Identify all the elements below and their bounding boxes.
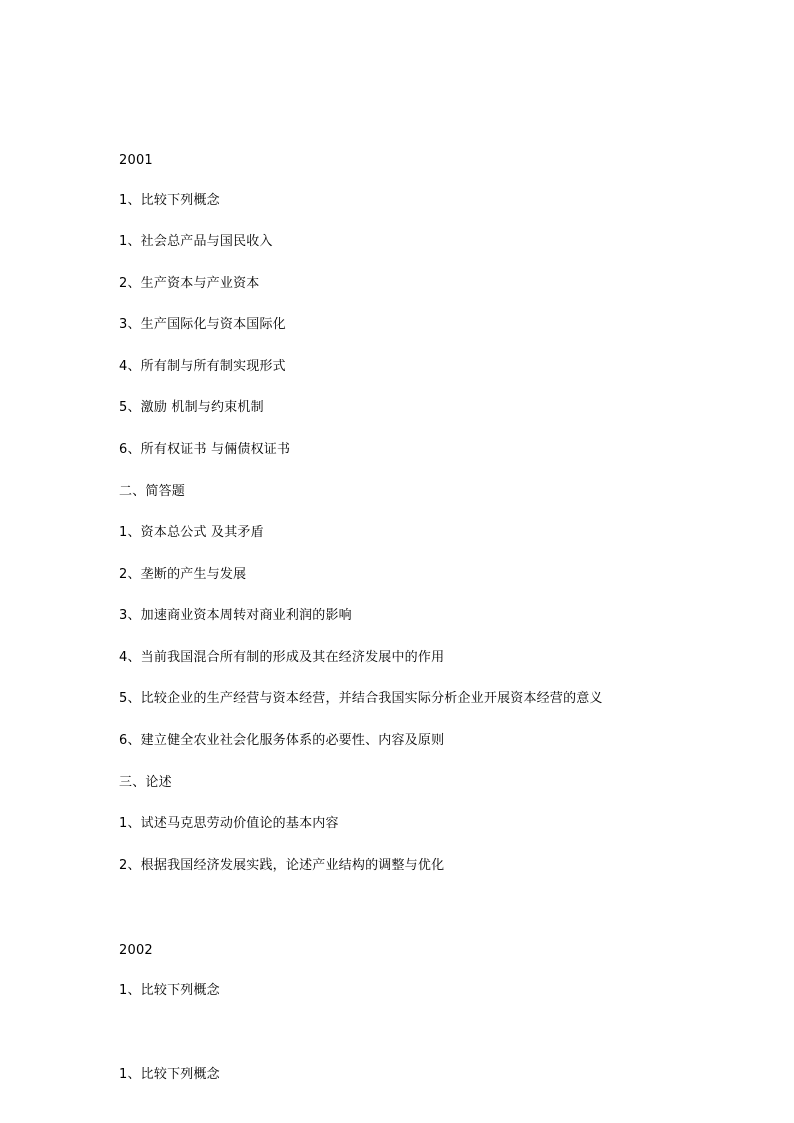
list-item: 5、激励 机制与约束机制 [119, 400, 264, 415]
list-item: 1、资本总公式 及其矛盾 [119, 525, 264, 540]
list-item: 6、所有权证书 与倆债权证书 [119, 442, 291, 457]
list-item: 2、根据我国经济发展实践，论述产业结构的调整与优化 [119, 858, 445, 873]
list-item: 3、加速商业资本周转对商业利润的影响 [119, 608, 352, 623]
section-heading-short-answer: 二、简答题 [119, 484, 186, 499]
list-item: 5、比较企业的生产经营与资本经营，并结合我国实际分析企业开展资本经营的意义 [119, 691, 603, 706]
year-heading-2001: 2001 [119, 153, 153, 168]
list-item: 2、垄断的产生与发展 [119, 567, 247, 582]
section-heading-essay: 三、论述 [119, 775, 172, 790]
year-heading-2002: 2002 [119, 943, 153, 958]
list-item: 1、社会总产品与国民收入 [119, 234, 273, 249]
list-item: 3、生产国际化与资本国际化 [119, 317, 286, 332]
list-item: 1、试述马克思劳动价值论的基本内容 [119, 816, 339, 831]
section-heading-concepts: 1、比较下列概念 [119, 193, 220, 208]
section-heading-concepts: 1、比较下列概念 [119, 1067, 220, 1082]
list-item: 4、所有制与所有制实现形式 [119, 359, 286, 374]
list-item: 4、当前我国混合所有制的形成及其在经济发展中的作用 [119, 650, 445, 665]
list-item: 2、生产资本与产业资本 [119, 276, 260, 291]
list-item: 6、建立健全农业社会化服务体系的必要性、内容及原则 [119, 733, 445, 748]
section-heading-concepts: 1、比较下列概念 [119, 983, 220, 998]
